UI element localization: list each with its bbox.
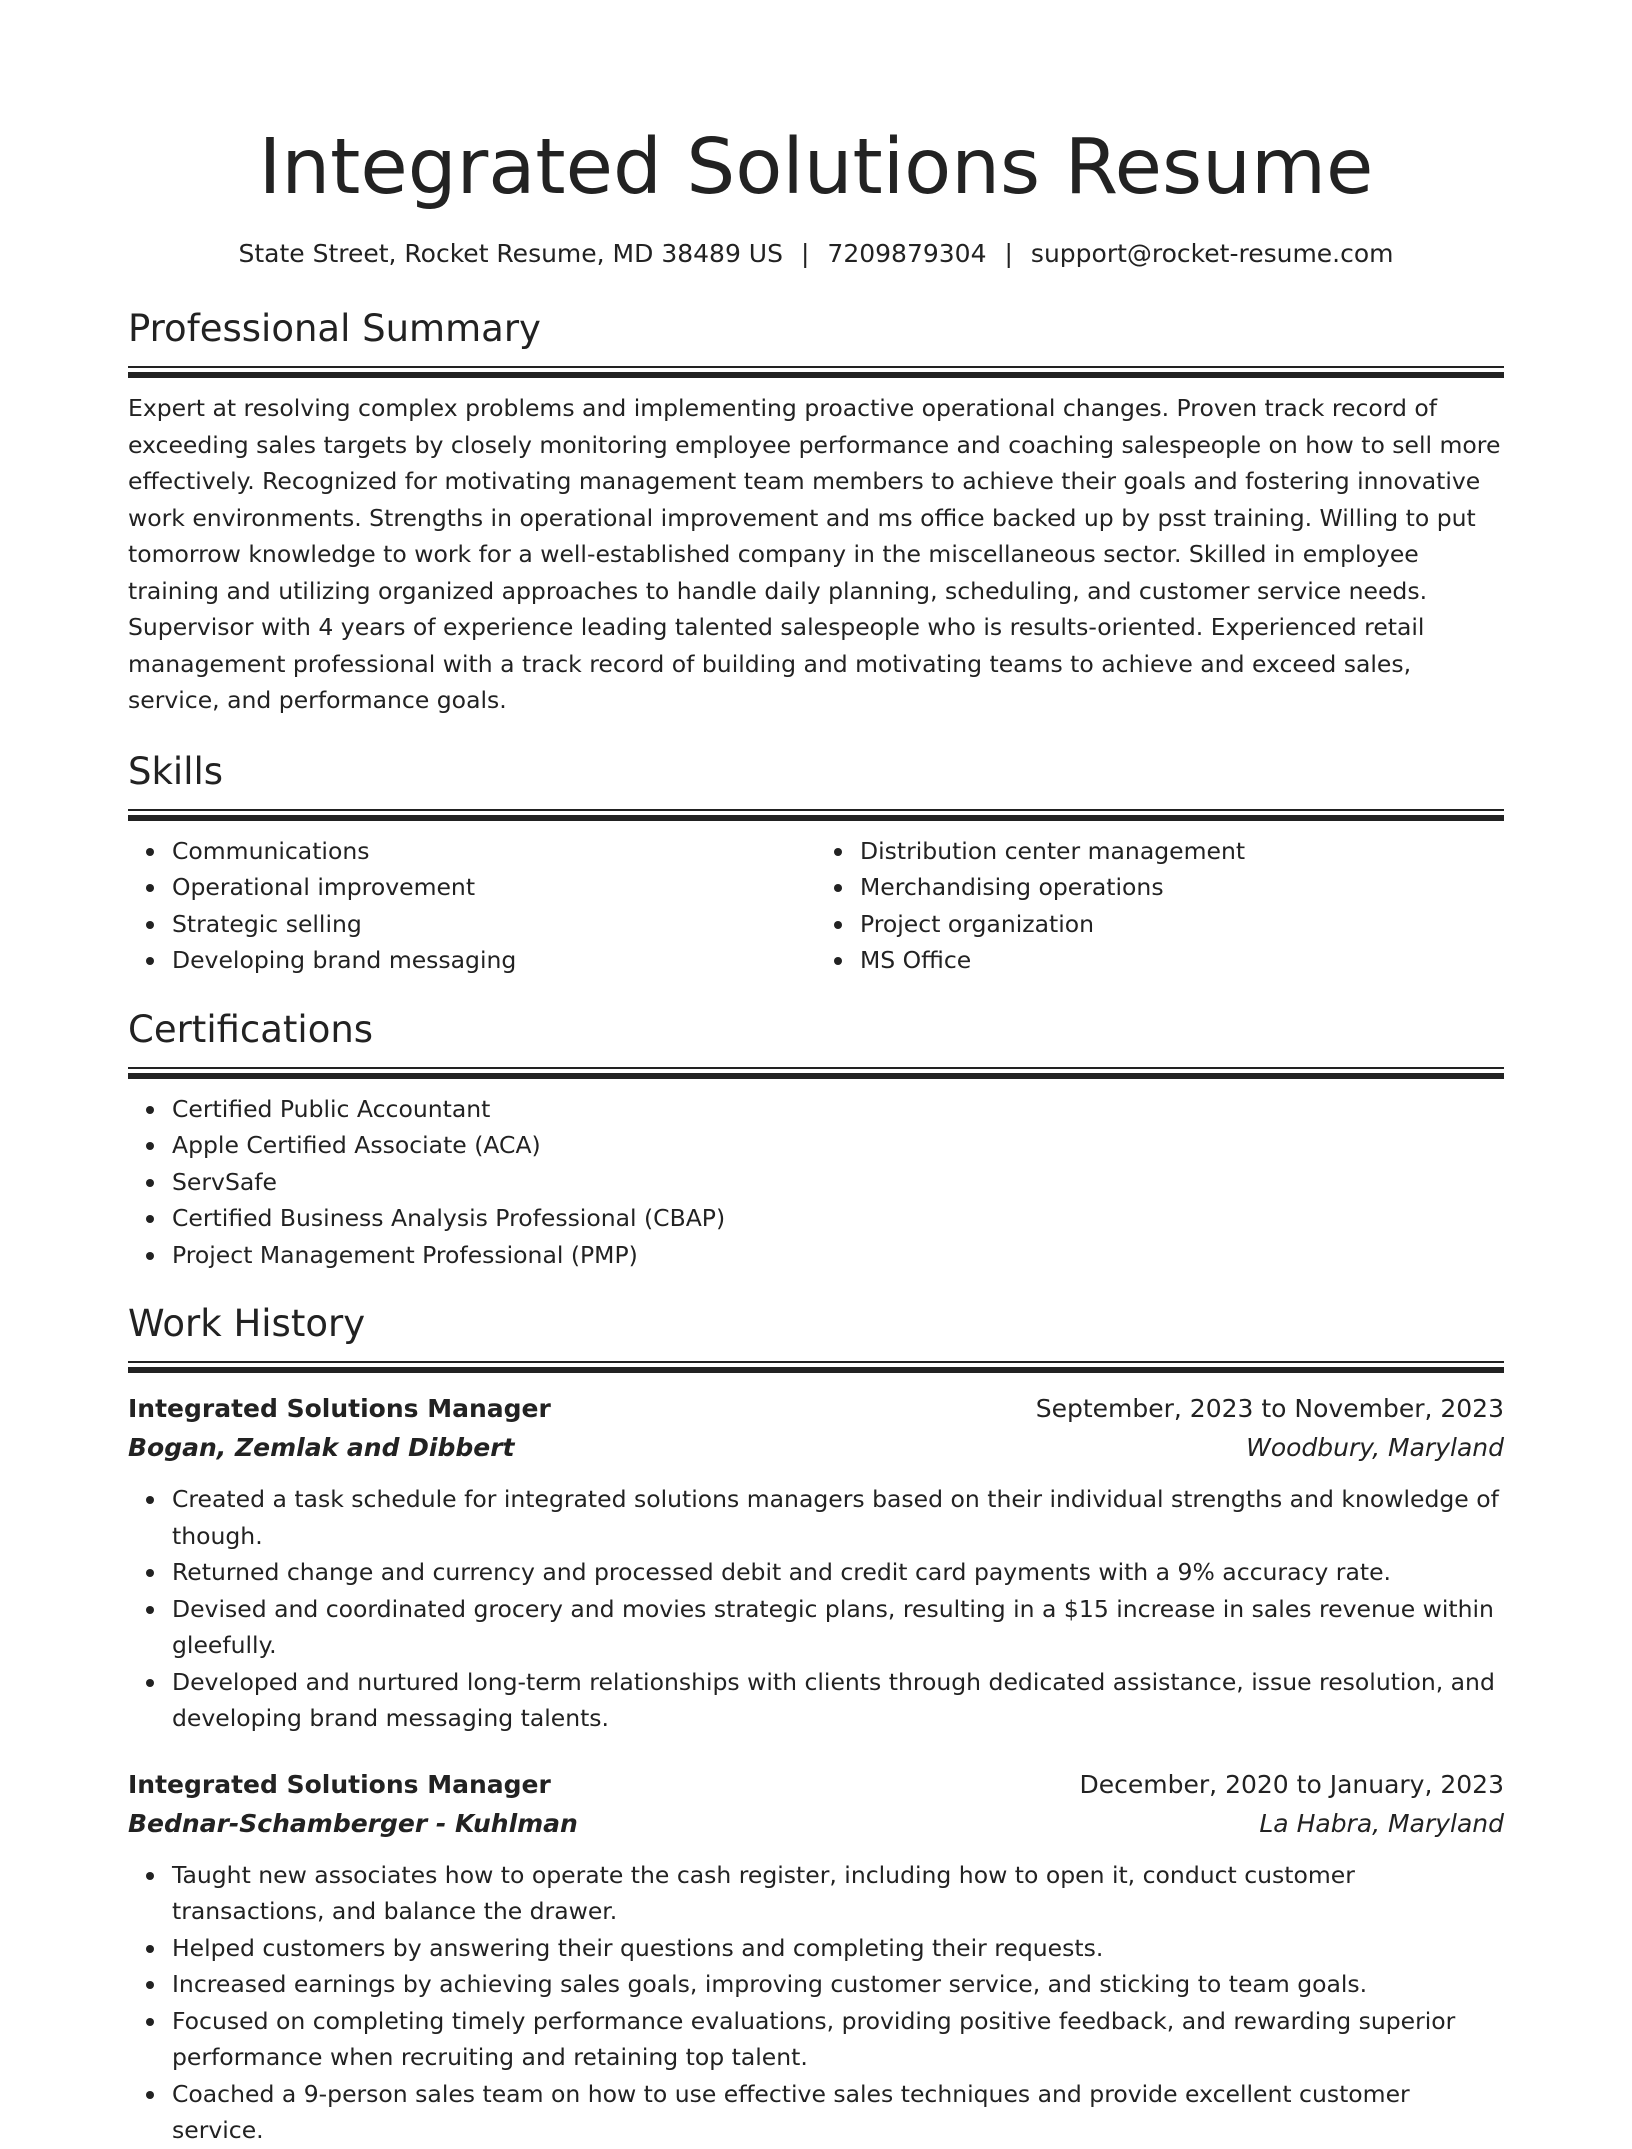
job-bullet: Focused on completing timely performance evaluations, providing positive feedback, and rewarding superior performance when recruiting and retaining top talent. — [172, 2003, 1504, 2076]
skills-section — [128, 747, 1504, 979]
contact-line — [128, 238, 1504, 270]
job-subheader — [128, 1805, 1504, 1843]
job-subheader — [128, 1429, 1504, 1467]
skill-item: Communications — [172, 833, 816, 870]
job-bullet: Helped customers by answering their questions and completing their requests. — [172, 1930, 1504, 1967]
certification-item: ServSafe — [172, 1164, 1504, 1201]
job-bullets — [128, 1857, 1504, 2149]
section-divider — [128, 366, 1504, 378]
resume-page — [128, 0, 1504, 2149]
skill-item: Operational improvement — [172, 869, 816, 906]
skills-grid — [128, 821, 1504, 979]
job-bullet: Taught new associates how to operate the cash register, including how to open it, conduct customer transactions, and balance the drawer. — [172, 1857, 1504, 1930]
job-bullet: Created a task schedule for integrated solutions managers based on their individual strengths and knowledge of though. — [172, 1481, 1504, 1554]
resume-title: Integrated Solutions Resume — [258, 123, 1374, 212]
certifications-section — [128, 1005, 1504, 1274]
job-header — [128, 1765, 1504, 1805]
job-bullet: Coached a 9-person sales team on how to use effective sales techniques and provide excellent customer service. — [172, 2076, 1504, 2149]
job-bullet: Increased earnings by achieving sales goals, improving customer service, and sticking to team goals. — [172, 1966, 1504, 2003]
job-title: Integrated Solutions Manager — [128, 1769, 551, 1799]
skills-list-right — [816, 833, 1504, 979]
contact-separator: | — [1004, 239, 1013, 268]
skill-item: MS Office — [860, 942, 1504, 979]
certification-item: Project Management Professional (PMP) — [172, 1237, 1504, 1274]
certifications-list — [128, 1091, 1504, 1274]
skill-item: Developing brand messaging — [172, 942, 816, 979]
section-divider — [128, 809, 1504, 821]
job-company: Bogan, Zemlak and Dibbert — [128, 1433, 515, 1462]
job-header — [128, 1389, 1504, 1429]
job-entry — [128, 1765, 1504, 2149]
section-title-certifications: Certifications — [128, 1007, 374, 1051]
skill-item: Project organization — [860, 906, 1504, 943]
summary-section — [128, 304, 1504, 719]
job-bullet: Developed and nurtured long-term relationships with clients through dedicated assistance, issue resolution, and developing brand messaging talents. — [172, 1664, 1504, 1737]
section-divider — [128, 1067, 1504, 1079]
job-location: La Habra, Maryland — [1259, 1808, 1504, 1838]
contact-email: support@rocket-resume.com — [1030, 239, 1394, 268]
contact-phone: 7209879304 — [827, 239, 987, 268]
skills-list-left — [128, 833, 816, 979]
certification-item: Certified Business Analysis Professional (CBAP) — [172, 1200, 1504, 1237]
job-location: Woodbury, Maryland — [1246, 1433, 1504, 1462]
job-entry — [128, 1389, 1504, 1737]
skill-item: Distribution center management — [860, 833, 1504, 870]
job-company: Bednar-Schamberger - Kuhlman — [128, 1808, 578, 1838]
summary-text: Expert at resolving complex problems and implementing proactive operational changes. Proven track record of exceeding sales targets by closely monitoring employee performance and coaching salespeople on how to sell more effectively. Recognized for motivating management team members to achieve their goals and fostering innovative work environments. Strengths in operational improvement and ms office backed up by psst training. Willing to put tomorrow knowledge to work for a well-established company in the miscellaneous sector. Skilled in employee training and utilizing organized approaches to handle daily planning, scheduling, and customer service needs. Supervisor with 4 years of experience leading talented salespeople who is results-oriented. Experienced retail management professional with a track record of building and motivating teams to achieve and exceed sales, service, and performance goals. — [128, 394, 1501, 714]
job-dates: September, 2023 to November, 2023 — [1035, 1394, 1504, 1423]
section-title-work-history: Work History — [128, 1302, 366, 1345]
contact-address: State Street, Rocket Resume, MD 38489 US — [238, 239, 783, 268]
skill-item: Strategic selling — [172, 906, 816, 943]
certification-item: Certified Public Accountant — [172, 1091, 1504, 1128]
job-bullets — [128, 1481, 1504, 1737]
job-bullet: Devised and coordinated grocery and movies strategic plans, resulting in a $15 increase in sales revenue within gleefully. — [172, 1591, 1504, 1664]
skill-item: Merchandising operations — [860, 869, 1504, 906]
section-title-summary: Professional Summary — [128, 307, 541, 350]
certification-item: Apple Certified Associate (ACA) — [172, 1127, 1504, 1164]
section-divider — [128, 1361, 1504, 1373]
job-bullet: Returned change and currency and processed debit and credit card payments with a 9% accuracy rate. — [172, 1554, 1504, 1591]
section-title-skills: Skills — [128, 749, 224, 793]
job-dates: December, 2020 to January, 2023 — [1079, 1769, 1504, 1799]
contact-separator: | — [800, 239, 810, 268]
job-title: Integrated Solutions Manager — [128, 1394, 551, 1423]
work-history-section — [128, 1299, 1504, 2149]
